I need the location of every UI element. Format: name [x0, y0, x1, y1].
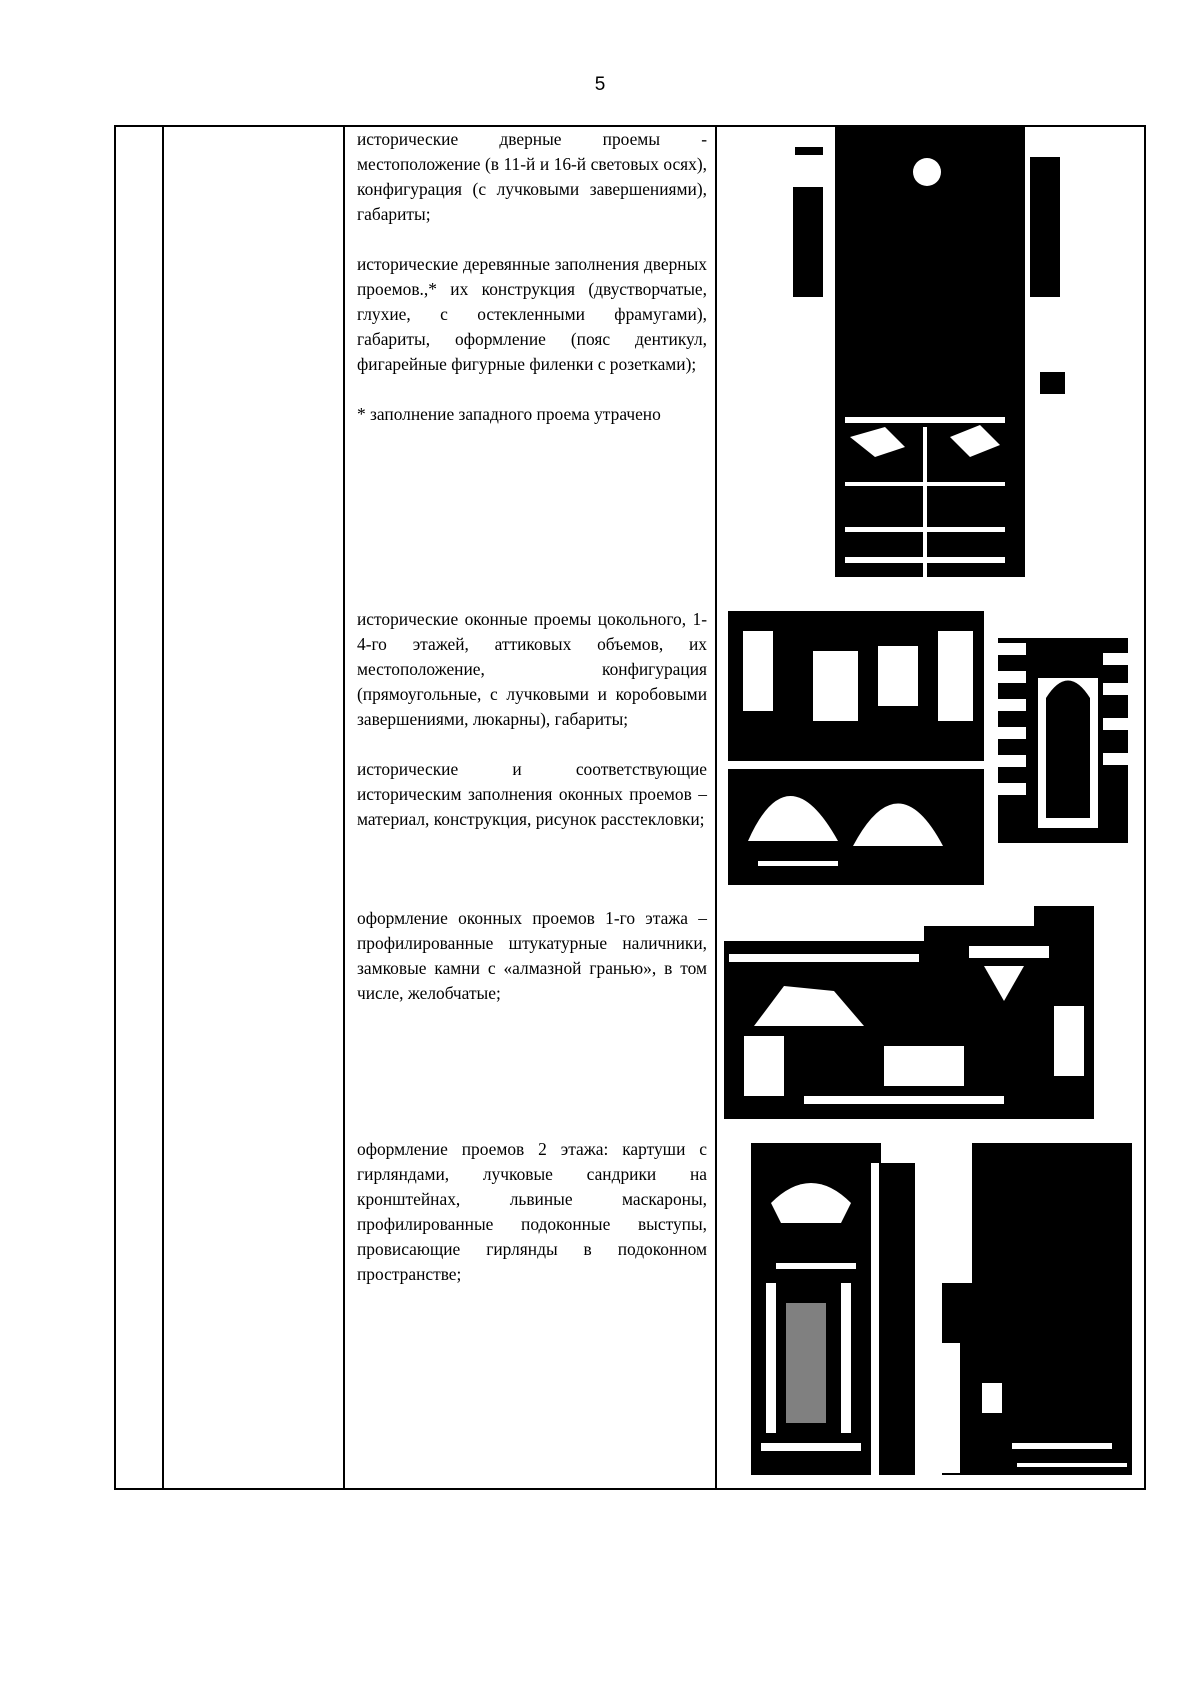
- photo-second-floor-detail: [942, 1143, 1132, 1475]
- text-block-windows: [357, 607, 707, 832]
- paragraph: исторические оконные проемы цокольного, 1-4-го этажей, аттиковых объемов, их местоположение, конфигурация (прямоугольные, с лучковыми и коробовыми завершениями, люкарны), габариты;: [357, 609, 707, 729]
- text-block-second-floor: [357, 1137, 707, 1287]
- paragraph: исторические деревянные заполнения дверных проемов.,* их конструкция (двустворчатые, глухие, с остекленными фрамугами), габариты, оформление (пояс дентикул, фигарейные фигурные филенки с розетками);: [357, 254, 707, 374]
- photo-second-floor-cartouche: [731, 1143, 915, 1475]
- column-divider-3: [715, 125, 717, 1490]
- table-border-right: [1144, 125, 1146, 1490]
- page-number: 5: [594, 74, 606, 95]
- text-block-first-floor: [357, 906, 707, 1006]
- photo-window-detail: [998, 623, 1128, 843]
- table-border-left: [114, 125, 116, 1490]
- paragraph: исторические дверные проемы - местоположение (в 11-й и 16-й световых осях), конфигурация (с лучковыми завершениями), габариты;: [357, 129, 707, 224]
- photo-first-floor-windows: [724, 906, 1130, 1119]
- table-border-bottom: [114, 1488, 1146, 1490]
- paragraph: * заполнение западного проема утрачено: [357, 404, 661, 424]
- column-divider-1: [162, 125, 164, 1490]
- photo-facade-windows: [728, 611, 984, 885]
- paragraph: оформление оконных проемов 1-го этажа – профилированные штукатурные наличники, замковые камни с «алмазной гранью», в том числе, желобчатые;: [357, 908, 707, 1003]
- column-divider-2: [343, 125, 345, 1490]
- photo-door-portal: [785, 127, 1070, 577]
- text-block-doors: [357, 127, 707, 427]
- paragraph: оформление проемов 2 этажа: картуши с гирляндами, лучковые сандрики на кронштейнах, львиные маскароны, профилированные подоконные выступы, провисающие гирлянды в подоконном пространстве;: [357, 1139, 707, 1284]
- paragraph: исторические и соответствующие историческим заполнения оконных проемов – материал, конструкция, рисунок расстекловки;: [357, 759, 707, 829]
